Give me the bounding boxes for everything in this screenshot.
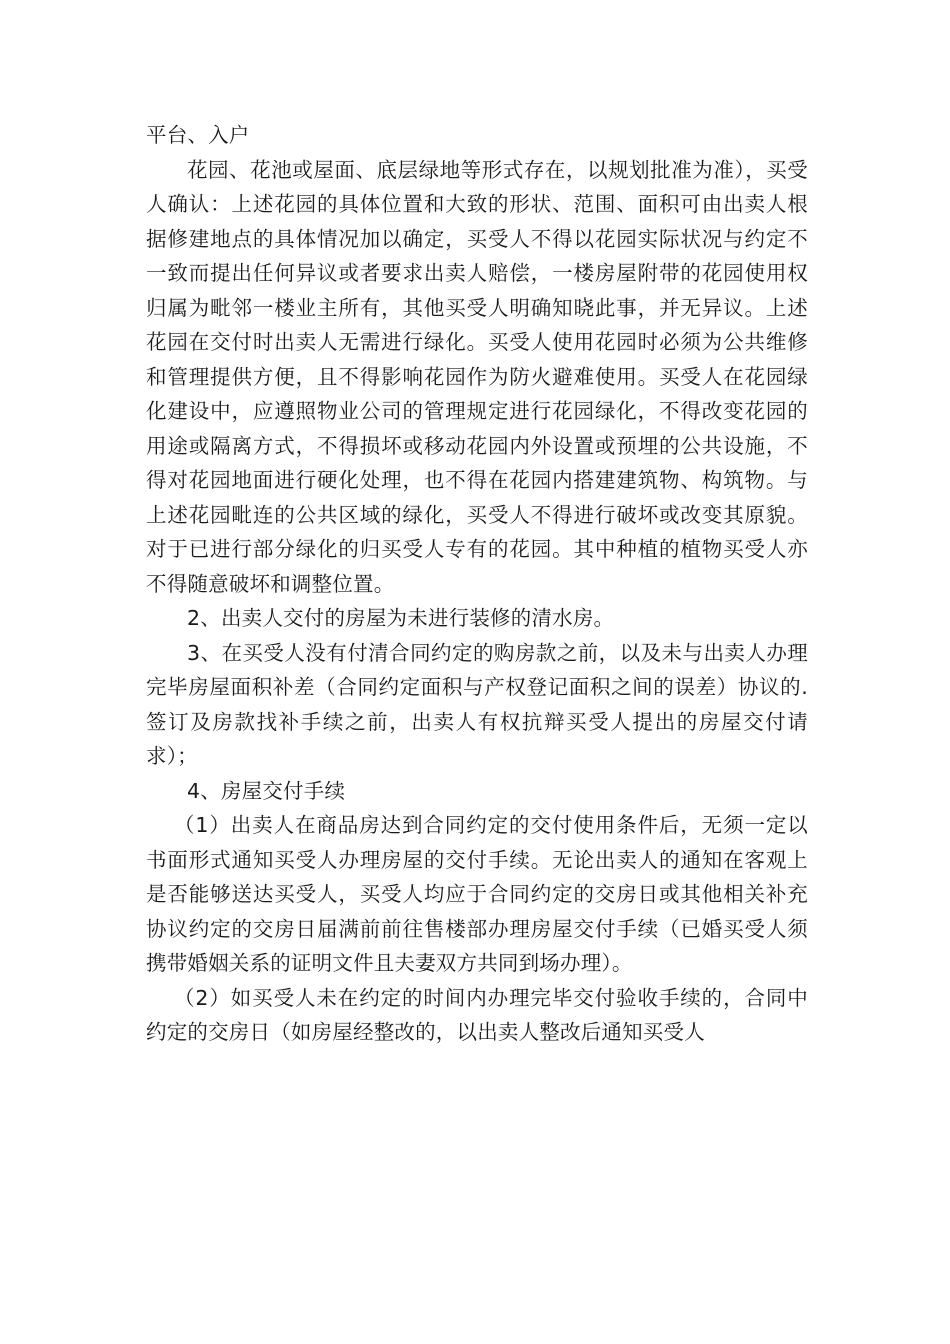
- paragraph-clause-4-heading: 4、房屋交付手续: [187, 778, 346, 803]
- paragraph-fragment-heading: 平台、入户: [146, 123, 250, 147]
- document-page: [146, 118, 808, 1050]
- paragraph-clause-2: 2、出卖人交付的房屋为未进行装修的清水房。: [187, 606, 615, 630]
- paragraph-clause-3: 3、在买受人没有付清合同约定的购房款之前，以及未与出卖人办理完毕房屋面积补差（合同约定面积与产权登记面积之间的误差）协议的.签订及房款找补手续之前，出卖人有权抗辩买受人提出的房屋交付请求）；: [146, 640, 808, 768]
- paragraph-clause-4-1: （1）出卖人在商品房达到合同约定的交付使用条件后，无须一定以书面形式通知买受人办理房屋的交付手续。无论出卖人的通知在客观上是否能够送达买受人，买受人均应于合同约定的交房日或其他相关补充协议约定的交房日届满前前往售楼部办理房屋交付手续（已婚买受人须携带婚姻关系的证明文件且夫妻双方共同到场办理）。: [146, 813, 808, 975]
- paragraph-garden-terms: 花园、花池或屋面、底层绿地等形式存在，以规划批准为准），买受人确认：上述花园的具体位置和大致的形状、范围、面积可由出卖人根据修建地点的具体情况加以确定，买受人不得以花园实际状况与约定不一致而提出任何异议或者要求出卖人赔偿，一楼房屋附带的花园使用权归属为毗邻一楼业主所有，其他买受人明确知晓此事，并无异议。上述花园在交付时出卖人无需进行绿化。买受人使用花园时必须为公共维修和管理提供方便，且不得影响花园作为防火避难使用。买受人在花园绿化建设中，应遵照物业公司的管理规定进行花园绿化，不得改变花园的用途或隔离方式，不得损坏或移动花园内外设置或预埋的公共设施，不得对花园地面进行硬化处理，也不得在花园内搭建建筑物、构筑物。与上述花园毗连的公共区域的绿化，买受人不得进行破坏或改变其原貌。对于已进行部分绿化的归买受人专有的花园。其中种植的植物买受人亦不得随意破坏和调整位置。: [146, 157, 808, 596]
- paragraph-clause-4-2: （2）如买受人未在约定的时间内办理完毕交付验收手续的，合同中约定的交房日（如房屋经整改的，以出卖人整改后通知买受人: [146, 985, 808, 1044]
